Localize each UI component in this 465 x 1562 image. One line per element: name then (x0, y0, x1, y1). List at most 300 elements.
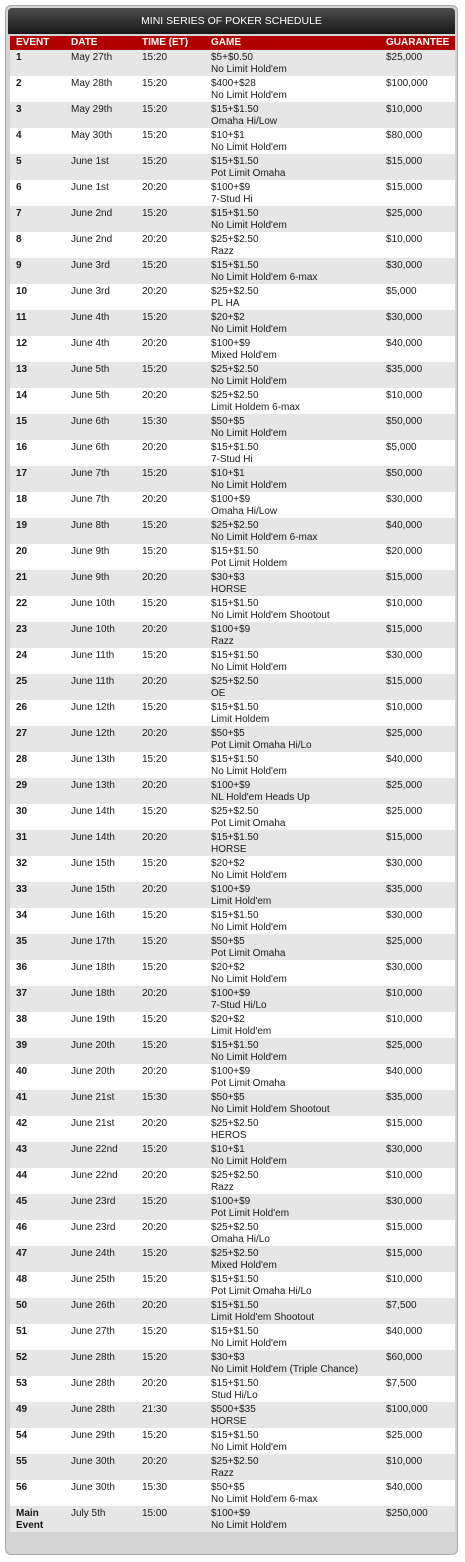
event-date: May 27th (71, 52, 113, 63)
event-guarantee: $10,000 (386, 598, 423, 609)
table-row (10, 206, 455, 232)
table-row (10, 440, 455, 466)
event-game-name: No Limit Hold'em (211, 1051, 287, 1063)
event-date: June 29th (71, 1430, 115, 1441)
event-guarantee: $250,000 (386, 1508, 428, 1519)
event-time: 15:20 (142, 598, 168, 609)
event-time: 15:20 (142, 1248, 168, 1259)
event-game-name: Limit Hold'em Shootout (211, 1311, 315, 1323)
event-buyin: $25+$2.50 (211, 390, 259, 401)
table-row (10, 674, 455, 700)
event-number: 4 (16, 130, 22, 141)
event-buyin: $15+$1.50 (211, 1040, 259, 1051)
event-time: 15:30 (142, 1482, 168, 1493)
table-row (10, 596, 455, 622)
event-guarantee: $15,000 (386, 572, 423, 583)
event-buyin: $25+$2.50 (211, 286, 259, 297)
event-number: 17 (16, 468, 28, 479)
event-game-name: Pot Limit Omaha (211, 947, 286, 959)
event-date: June 9th (71, 572, 110, 583)
event-guarantee: $35,000 (386, 364, 423, 375)
event-game-name: No Limit Hold'em (211, 323, 287, 335)
schedule-panel (5, 5, 458, 1555)
event-number: Main Event (16, 1508, 44, 1531)
table-row (10, 700, 455, 726)
event-buyin: $15+$1.50 (211, 208, 259, 219)
event-game-name: Limit Holdem 6-max (211, 401, 300, 413)
event-time: 15:20 (142, 130, 168, 141)
header-date: DATE (71, 37, 98, 48)
event-buyin: $15+$1.50 (211, 1378, 259, 1389)
table-row (10, 1350, 455, 1376)
event-date: June 10th (71, 598, 115, 609)
table-row (10, 466, 455, 492)
event-game (211, 858, 381, 881)
event-date: June 24th (71, 1248, 115, 1259)
event-guarantee: $30,000 (386, 962, 423, 973)
event-game-name: No Limit Hold'em (211, 1337, 287, 1349)
event-game (211, 1378, 381, 1401)
event-time: 20:20 (142, 884, 168, 895)
event-number: 45 (16, 1196, 28, 1207)
event-number: 47 (16, 1248, 28, 1259)
event-time: 15:00 (142, 1508, 168, 1519)
event-guarantee: $20,000 (386, 546, 423, 557)
event-guarantee: $25,000 (386, 1040, 423, 1051)
event-time: 20:20 (142, 1300, 168, 1311)
event-buyin: $100+$9 (211, 338, 251, 349)
event-number: 16 (16, 442, 28, 453)
event-number: 14 (16, 390, 28, 401)
table-row (10, 50, 455, 76)
event-game-name: No Limit Hold'em (211, 1155, 287, 1167)
event-number: 15 (16, 416, 28, 427)
event-game (211, 1144, 381, 1167)
event-game-name: No Limit Hold'em Shootout (211, 609, 330, 621)
event-game (211, 1352, 381, 1375)
table-row (10, 648, 455, 674)
event-buyin: $20+$2 (211, 962, 245, 973)
table-row (10, 1142, 455, 1168)
table-row (10, 570, 455, 596)
event-guarantee: $35,000 (386, 1092, 423, 1103)
event-game-name: Pot Limit Hold'em (211, 1207, 290, 1219)
event-guarantee: $15,000 (386, 182, 423, 193)
event-number: 26 (16, 702, 28, 713)
event-time: 15:20 (142, 546, 168, 557)
event-game (211, 494, 381, 517)
event-date: June 4th (71, 312, 110, 323)
event-game-name: No Limit Hold'em (211, 1441, 287, 1453)
event-number: 34 (16, 910, 28, 921)
event-time: 15:20 (142, 260, 168, 271)
event-time: 20:20 (142, 1066, 168, 1077)
event-game-name: No Limit Hold'em (211, 89, 287, 101)
event-game-name: Limit Hold'em (211, 895, 272, 907)
event-game (211, 1118, 381, 1141)
event-game (211, 1066, 381, 1089)
event-guarantee: $10,000 (386, 104, 423, 115)
event-date: June 3rd (71, 286, 110, 297)
table-row (10, 1090, 455, 1116)
event-number: 50 (16, 1300, 28, 1311)
event-time: 15:30 (142, 1092, 168, 1103)
event-number: 32 (16, 858, 28, 869)
event-game (211, 650, 381, 673)
event-game (211, 234, 381, 257)
table-header (10, 36, 455, 50)
event-guarantee: $30,000 (386, 260, 423, 271)
event-game-name: 7-Stud Hi (211, 453, 253, 465)
event-game-name: Razz (211, 1467, 234, 1479)
event-date: June 22nd (71, 1170, 118, 1181)
event-game (211, 962, 381, 985)
event-time: 20:20 (142, 1170, 168, 1181)
event-game-name: No Limit Hold'em (211, 1519, 287, 1531)
event-game-name: No Limit Hold'em (211, 921, 287, 933)
event-buyin: $20+$2 (211, 858, 245, 869)
event-date: June 21st (71, 1092, 115, 1103)
event-game-name: Pot Limit Omaha Hi/Lo (211, 739, 312, 751)
event-guarantee: $40,000 (386, 1482, 423, 1493)
event-date: June 26th (71, 1300, 115, 1311)
event-time: 15:20 (142, 702, 168, 713)
event-buyin: $5+$0.50 (211, 52, 253, 63)
event-date: June 27th (71, 1326, 115, 1337)
event-date: June 23rd (71, 1222, 116, 1233)
event-date: June 1st (71, 182, 109, 193)
event-time: 15:20 (142, 364, 168, 375)
event-date: June 19th (71, 1014, 115, 1025)
event-guarantee: $25,000 (386, 728, 423, 739)
table-row (10, 154, 455, 180)
event-game-name: Mixed Hold'em (211, 349, 277, 361)
event-guarantee: $25,000 (386, 936, 423, 947)
event-time: 20:20 (142, 1118, 168, 1129)
table-row (10, 544, 455, 570)
event-game (211, 884, 381, 907)
event-number: 40 (16, 1066, 28, 1077)
event-game (211, 1170, 381, 1193)
event-buyin: $25+$2.50 (211, 1456, 259, 1467)
event-guarantee: $30,000 (386, 910, 423, 921)
table-row (10, 1454, 455, 1480)
event-buyin: $25+$2.50 (211, 1222, 259, 1233)
event-number: 13 (16, 364, 28, 375)
table-row (10, 882, 455, 908)
event-guarantee: $40,000 (386, 1326, 423, 1337)
event-game (211, 780, 381, 803)
event-buyin: $15+$1.50 (211, 546, 259, 557)
event-time: 15:20 (142, 1274, 168, 1285)
event-guarantee: $10,000 (386, 1170, 423, 1181)
event-game (211, 364, 381, 387)
event-date: June 2nd (71, 208, 113, 219)
event-time: 20:20 (142, 338, 168, 349)
table-row (10, 830, 455, 856)
event-game (211, 988, 381, 1011)
event-game (211, 676, 381, 699)
event-time: 20:20 (142, 442, 168, 453)
event-date: June 21st (71, 1118, 115, 1129)
event-buyin: $15+$1.50 (211, 260, 259, 271)
event-number: 23 (16, 624, 28, 635)
event-time: 15:20 (142, 858, 168, 869)
event-game-name: Pot Limit Omaha (211, 817, 286, 829)
event-time: 21:30 (142, 1404, 168, 1415)
event-game (211, 1092, 381, 1115)
event-guarantee: $25,000 (386, 806, 423, 817)
table-row (10, 1220, 455, 1246)
table-row (10, 778, 455, 804)
event-game-name: Omaha Hi/Low (211, 115, 278, 127)
table-row (10, 76, 455, 102)
table-row (10, 1168, 455, 1194)
event-guarantee: $25,000 (386, 780, 423, 791)
event-guarantee: $100,000 (386, 78, 428, 89)
event-game (211, 130, 381, 153)
event-number: 21 (16, 572, 28, 583)
table-row (10, 258, 455, 284)
event-buyin: $100+$9 (211, 780, 251, 791)
event-game (211, 442, 381, 465)
event-guarantee: $40,000 (386, 1066, 423, 1077)
table-row (10, 284, 455, 310)
event-guarantee: $10,000 (386, 390, 423, 401)
event-game (211, 208, 381, 231)
event-game (211, 1040, 381, 1063)
event-guarantee: $15,000 (386, 1248, 423, 1259)
event-buyin: $100+$9 (211, 988, 251, 999)
event-time: 20:20 (142, 1456, 168, 1467)
event-number: 18 (16, 494, 28, 505)
event-buyin: $25+$2.50 (211, 520, 259, 531)
event-guarantee: $10,000 (386, 1014, 423, 1025)
event-game (211, 1404, 381, 1427)
table-row (10, 518, 455, 544)
event-buyin: $100+$9 (211, 884, 251, 895)
event-game-name: Limit Hold'em (211, 1025, 272, 1037)
event-time: 20:20 (142, 832, 168, 843)
table-row (10, 986, 455, 1012)
event-number: 8 (16, 234, 22, 245)
event-game (211, 1430, 381, 1453)
event-number: 46 (16, 1222, 28, 1233)
event-game (211, 52, 381, 75)
event-date: June 8th (71, 520, 110, 531)
event-game (211, 598, 381, 621)
event-time: 20:20 (142, 494, 168, 505)
event-number: 11 (16, 312, 27, 323)
event-game (211, 520, 381, 543)
table-row (10, 1480, 455, 1506)
event-game (211, 338, 381, 361)
event-game-name: HORSE (211, 583, 247, 595)
event-buyin: $25+$2.50 (211, 676, 259, 687)
event-guarantee: $30,000 (386, 650, 423, 661)
event-time: 15:20 (142, 650, 168, 661)
event-game (211, 754, 381, 777)
event-game-name: Omaha Hi/Low (211, 505, 278, 517)
event-buyin: $500+$35 (211, 1404, 256, 1415)
event-guarantee: $7,500 (386, 1300, 417, 1311)
event-time: 20:20 (142, 234, 168, 245)
event-date: June 13th (71, 780, 115, 791)
event-date: June 11th (71, 676, 115, 687)
event-number: 22 (16, 598, 28, 609)
event-game-name: 7-Stud Hi (211, 193, 253, 205)
event-guarantee: $7,500 (386, 1378, 417, 1389)
event-number: 43 (16, 1144, 28, 1155)
event-time: 15:20 (142, 754, 168, 765)
event-game (211, 1196, 381, 1219)
event-game (211, 468, 381, 491)
event-game (211, 104, 381, 127)
event-number: 19 (16, 520, 28, 531)
event-buyin: $50+$5 (211, 416, 245, 427)
event-guarantee: $40,000 (386, 520, 423, 531)
event-game-name: Mixed Hold'em (211, 1259, 277, 1271)
event-game-name: Stud Hi/Lo (211, 1389, 258, 1401)
event-game (211, 546, 381, 569)
event-date: June 14th (71, 806, 115, 817)
event-time: 15:20 (142, 312, 168, 323)
event-date: June 18th (71, 962, 115, 973)
event-guarantee: $15,000 (386, 832, 423, 843)
event-buyin: $15+$1.50 (211, 832, 259, 843)
table-body (10, 50, 455, 1532)
event-buyin: $25+$2.50 (211, 1170, 259, 1181)
event-number: 54 (16, 1430, 28, 1441)
event-time: 15:20 (142, 1040, 168, 1051)
event-time: 20:20 (142, 390, 168, 401)
event-guarantee: $25,000 (386, 1430, 423, 1441)
event-time: 20:20 (142, 624, 168, 635)
table-row (10, 1038, 455, 1064)
event-date: June 22nd (71, 1144, 118, 1155)
event-number: 49 (16, 1404, 28, 1415)
table-row (10, 232, 455, 258)
event-buyin: $30+$3 (211, 572, 245, 583)
event-buyin: $15+$1.50 (211, 1430, 259, 1441)
event-game (211, 1508, 381, 1531)
event-time: 15:20 (142, 52, 168, 63)
event-time: 15:20 (142, 1144, 168, 1155)
event-date: May 30th (71, 130, 113, 141)
event-game (211, 702, 381, 725)
event-number: 12 (16, 338, 28, 349)
event-game (211, 1014, 381, 1037)
event-date: May 29th (71, 104, 113, 115)
event-game (211, 156, 381, 179)
event-game-name: No Limit Hold'em 6-max (211, 1493, 318, 1505)
event-buyin: $15+$1.50 (211, 1300, 259, 1311)
table-row (10, 1272, 455, 1298)
event-date: June 15th (71, 884, 115, 895)
table-row (10, 908, 455, 934)
event-date: June 28th (71, 1378, 115, 1389)
event-guarantee: $50,000 (386, 416, 423, 427)
event-number: 51 (16, 1326, 28, 1337)
event-guarantee: $15,000 (386, 624, 423, 635)
event-time: 15:20 (142, 104, 168, 115)
event-time: 15:20 (142, 936, 168, 947)
event-number: 24 (16, 650, 28, 661)
table-row (10, 1376, 455, 1402)
event-date: June 25th (71, 1274, 115, 1285)
event-number: 7 (16, 208, 22, 219)
event-game-name: Razz (211, 635, 234, 647)
event-game-name: No Limit Hold'em (211, 375, 287, 387)
event-time: 20:20 (142, 1222, 168, 1233)
event-date: June 9th (71, 546, 110, 557)
event-guarantee: $50,000 (386, 468, 423, 479)
event-number: 5 (16, 156, 22, 167)
event-game (211, 390, 381, 413)
event-game-name: No Limit Hold'em (Triple Chance) (211, 1363, 359, 1375)
event-number: 36 (16, 962, 28, 973)
event-number: 2 (16, 78, 22, 89)
event-buyin: $15+$1.50 (211, 702, 259, 713)
event-date: June 23rd (71, 1196, 116, 1207)
event-date: June 2nd (71, 234, 113, 245)
event-number: 31 (16, 832, 28, 843)
event-buyin: $15+$1.50 (211, 442, 259, 453)
event-number: 25 (16, 676, 28, 687)
event-date: June 28th (71, 1352, 115, 1363)
event-date: June 11th (71, 650, 115, 661)
event-time: 15:20 (142, 468, 168, 479)
header-game: GAME (211, 37, 241, 48)
event-buyin: $20+$2 (211, 1014, 245, 1025)
event-number: 30 (16, 806, 28, 817)
event-guarantee: $60,000 (386, 1352, 423, 1363)
event-game (211, 572, 381, 595)
table-row (10, 414, 455, 440)
event-buyin: $15+$1.50 (211, 650, 259, 661)
event-date: June 7th (71, 494, 110, 505)
event-guarantee: $10,000 (386, 702, 423, 713)
event-game-name: Razz (211, 1181, 234, 1193)
event-buyin: $25+$2.50 (211, 1118, 259, 1129)
event-guarantee: $80,000 (386, 130, 423, 141)
event-time: 15:20 (142, 1014, 168, 1025)
event-number: 53 (16, 1378, 28, 1389)
event-number: 41 (16, 1092, 28, 1103)
table-row (10, 1246, 455, 1272)
table-row (10, 856, 455, 882)
event-time: 15:30 (142, 416, 168, 427)
event-time: 15:20 (142, 1326, 168, 1337)
event-guarantee: $30,000 (386, 494, 423, 505)
table-row (10, 934, 455, 960)
event-buyin: $100+$9 (211, 1196, 251, 1207)
event-buyin: $50+$5 (211, 728, 245, 739)
event-date: June 17th (71, 936, 115, 947)
event-number: 55 (16, 1456, 28, 1467)
event-date: June 30th (71, 1482, 115, 1493)
event-number: 56 (16, 1482, 28, 1493)
event-buyin: $15+$1.50 (211, 156, 259, 167)
table-row (10, 336, 455, 362)
event-number: 39 (16, 1040, 28, 1051)
event-guarantee: $10,000 (386, 1274, 423, 1285)
event-guarantee: $15,000 (386, 1222, 423, 1233)
header-time: TIME (ET) (142, 37, 189, 48)
table-row (10, 1012, 455, 1038)
table-row (10, 180, 455, 206)
event-guarantee: $25,000 (386, 52, 423, 63)
